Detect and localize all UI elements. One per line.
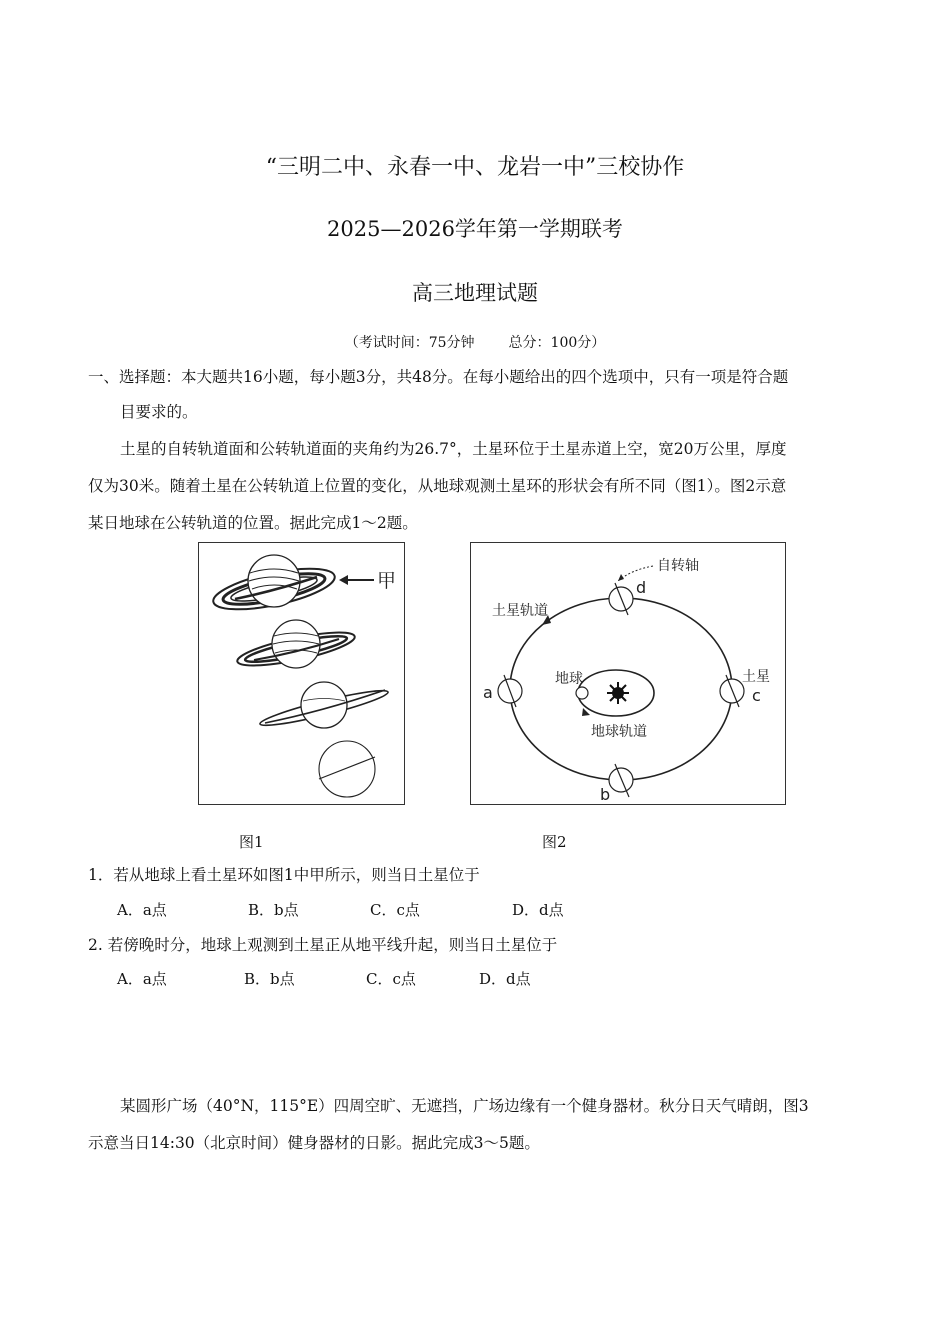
total-score: 总分：100分） — [508, 335, 606, 351]
label-saturn: 土星 — [742, 669, 770, 685]
q1-option-a[interactable]: A．a点 — [117, 901, 167, 919]
saturn-point-c — [720, 675, 744, 707]
q2-option-d[interactable]: D．d点 — [479, 970, 531, 988]
label-saturn-orbit: 土星轨道 — [492, 603, 548, 619]
label-point-b: b — [600, 785, 611, 804]
saturn-view-3 — [258, 682, 389, 731]
orbit-diagram — [471, 543, 785, 804]
question-2-stem: 2. 若傍晚时分，地球上观测到土星正从地平线升起，则当日土星位于 — [88, 936, 558, 954]
label-jia: 甲 — [377, 570, 397, 592]
saturn-view-1 — [210, 555, 338, 618]
figure-2 — [470, 542, 786, 805]
q1-option-b[interactable]: B．b点 — [248, 901, 299, 919]
sun-icon — [607, 682, 629, 704]
saturn-point-d — [609, 583, 633, 615]
saturn-view-4 — [319, 741, 375, 797]
label-rotation-axis: 自转轴 — [657, 558, 699, 574]
exam-time: （考试时间：75分钟 — [344, 335, 475, 351]
label-point-c: c — [752, 686, 761, 705]
saturn-point-b — [609, 764, 633, 797]
label-point-d: d — [636, 578, 647, 597]
passage1-line-2: 仅为30米。随着土星在公转轨道上位置的变化，从地球观测土星环的形状会有所不同（图1）。图2示意 — [88, 477, 787, 495]
exam-info — [0, 332, 950, 352]
title-line-1: “三明二中、永春一中、龙岩一中”三校协作 — [265, 155, 685, 180]
figure-1-caption: 图1 — [239, 833, 264, 851]
label-earth-orbit: 地球轨道 — [591, 724, 647, 740]
title-line-2: 2025—2026学年第一学期联考 — [327, 217, 623, 241]
q1-option-c[interactable]: C．c点 — [370, 901, 420, 919]
q2-option-a[interactable]: A．a点 — [117, 970, 167, 988]
section-heading-line-2: 目要求的。 — [120, 403, 198, 421]
q2-option-c[interactable]: C．c点 — [366, 970, 416, 988]
label-earth: 地球 — [555, 671, 583, 687]
saturn-view-2 — [235, 620, 357, 672]
q1-option-d[interactable]: D．d点 — [512, 901, 564, 919]
passage1-line-1: 土星的自转轨道面和公转轨道面的夹角约为26.7°，土星环位于土星赤道上空，宽20万公里，厚度 — [120, 440, 787, 458]
saturn-point-a — [498, 675, 522, 707]
figure-2-caption: 图2 — [542, 833, 567, 851]
question-1-stem: 1．若从地球上看土星环如图1中甲所示，则当日土星位于 — [88, 866, 480, 884]
q2-option-b[interactable]: B．b点 — [244, 970, 295, 988]
saturn-ring-views — [199, 543, 404, 804]
passage2-line-1: 某圆形广场（40°N，115°E）四周空旷、无遮挡，广场边缘有一个健身器材。秋分日天气晴朗，图3 — [120, 1097, 809, 1115]
section-heading-line-1: 一、选择题：本大题共16小题，每小题3分，共48分。在每小题给出的四个选项中，只有一项是符合题 — [88, 368, 789, 386]
label-point-a: a — [483, 683, 493, 702]
passage1-line-3: 某日地球在公转轨道的位置。据此完成1～2题。 — [88, 514, 418, 532]
title-line-3: 高三地理试题 — [412, 281, 538, 305]
figure-1 — [198, 542, 405, 805]
passage2-line-2: 示意当日14:30（北京时间）健身器材的日影。据此完成3～5题。 — [88, 1134, 540, 1152]
earth-icon — [576, 687, 588, 699]
